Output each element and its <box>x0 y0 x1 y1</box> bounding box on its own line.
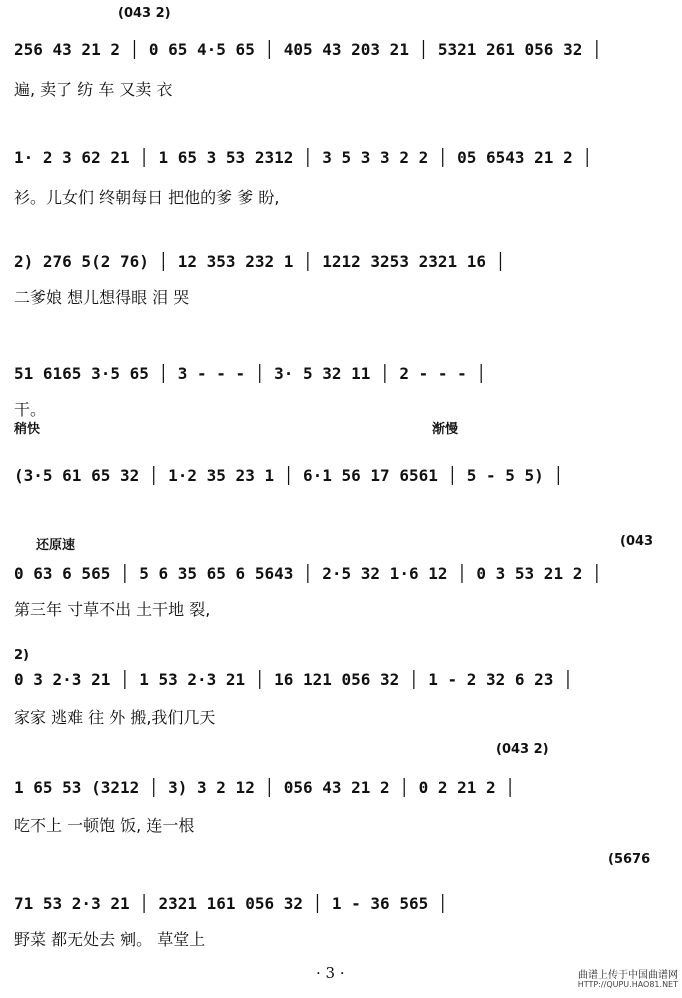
notation-line: 256 43 21 2 │ 0 65 4·5 65 │ 405 43 203 21 │ 5321 261 056 32 │ <box>14 40 602 59</box>
lyric-line: 吃不上 一顿饱 饭, 连一根 <box>14 816 195 835</box>
page-footer <box>0 958 682 998</box>
page-number: · 3 · <box>316 964 345 982</box>
lyric-line: 野菜 都无处去 剜。 草堂上 <box>14 930 206 949</box>
lyric-line: 衫。儿女们 终朝每日 把他的爹 爹 盼, <box>14 188 280 207</box>
tempo-marking: 渐慢 <box>432 422 459 437</box>
notation-line: 2) 276 5(2 76) │ 12 353 232 1 │ 1212 3253 2321 16 │ <box>14 252 506 271</box>
notation-line: 1 65 53 (3212 │ 3) 3 2 12 │ 056 43 21 2 │ 0 2 21 2 │ <box>14 778 515 797</box>
notation-line: 71 53 2·3 21 │ 2321 161 056 32 │ 1 - 36 565 │ <box>14 894 448 913</box>
annotation: (5676 <box>608 852 651 867</box>
notation-line: (3·5 61 65 32 │ 1·2 35 23 1 │ 6·1 56 17 6561 │ 5 - 5 5) │ <box>14 466 564 485</box>
notation-line: 51 6165 3·5 65 │ 3 - - - │ 3· 5 32 11 │ 2 - - - │ <box>14 364 487 383</box>
lyric-line: 二爹娘 想儿想得眼 泪 哭 <box>14 288 190 307</box>
site-credit: 曲谱上传于中国曲谱网 <box>578 970 678 981</box>
notation-line: 0 3 2·3 21 │ 1 53 2·3 21 │ 16 121 056 32 │ 1 - 2 32 6 23 │ <box>14 670 573 689</box>
annotation: (043 2) <box>118 6 171 21</box>
annotation: 2) <box>14 648 29 663</box>
tempo-marking: 还原速 <box>36 538 76 553</box>
annotation: (043 <box>620 534 654 549</box>
lyric-line: 家家 逃难 往 外 搬,我们几天 <box>14 708 216 727</box>
site-url: HTTP://QUPU.HAO81.NET <box>577 980 678 989</box>
notation-line: 1· 2 3 62 21 │ 1 65 3 53 2312 │ 3 5 3 3 2 2 │ 05 6543 21 2 │ <box>14 148 592 167</box>
notation-line: 0 63 6 565 │ 5 6 35 65 6 5643 │ 2·5 32 1·6 12 │ 0 3 53 21 2 │ <box>14 564 602 583</box>
lyric-line: 干。 <box>14 400 47 419</box>
lyric-line <box>14 500 674 524</box>
lyric-line: 第三年 寸草不出 土干地 裂, <box>14 600 211 619</box>
tempo-marking: 稍快 <box>14 422 41 437</box>
annotation: (043 2) <box>496 742 549 757</box>
lyric-line: 遍, 卖了 纺 车 又卖 衣 <box>14 80 173 99</box>
